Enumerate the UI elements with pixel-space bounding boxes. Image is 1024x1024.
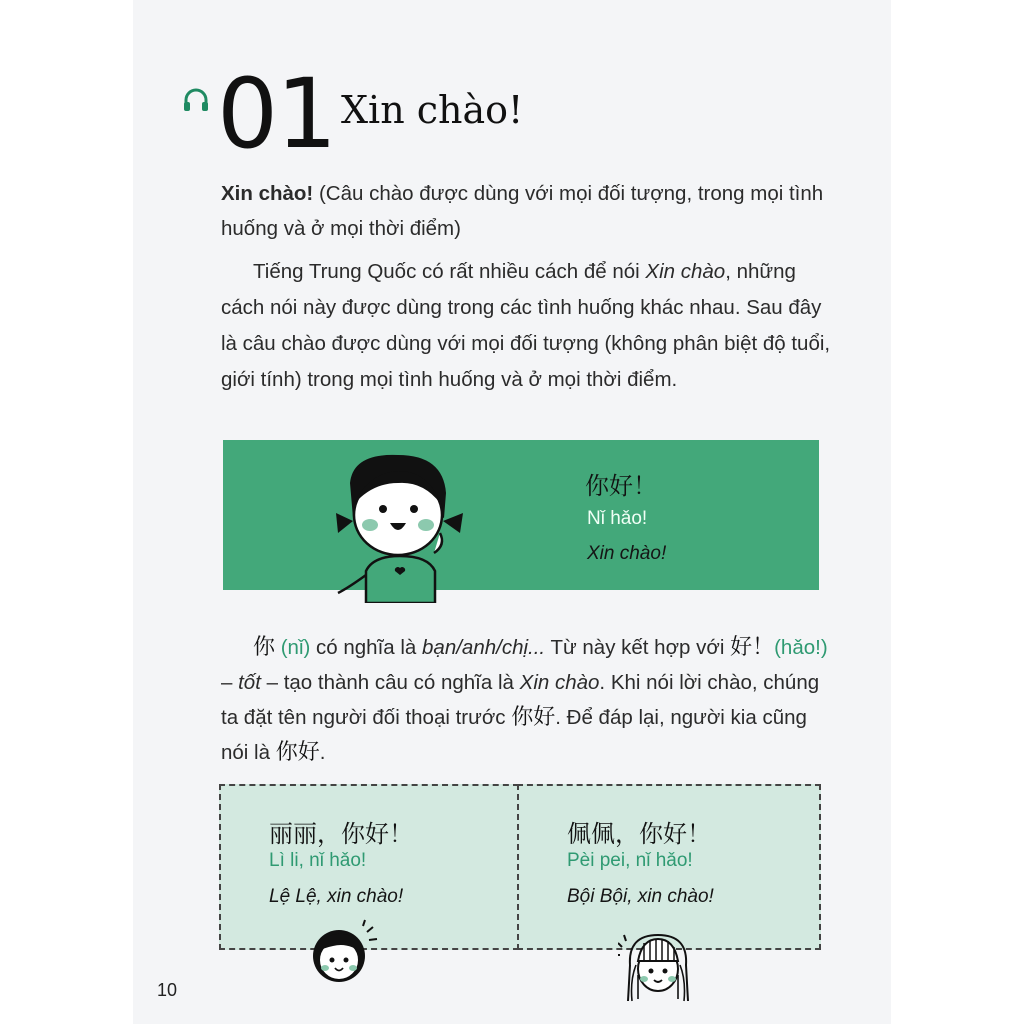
hanzi-ni: 你 xyxy=(253,635,276,660)
headphones-icon xyxy=(181,85,211,115)
explain-italic: Xin chào xyxy=(519,671,600,694)
greeting-banner xyxy=(223,440,819,590)
body-text-a: Tiếng Trung Quốc có rất nhiều cách để nói xyxy=(253,260,646,283)
intro-bold: Xin chào! xyxy=(221,182,314,205)
page-number: 10 xyxy=(157,980,178,1000)
explain-text: . Để đáp lại, người kia cũng nói là xyxy=(221,706,807,764)
explain-text: có nghĩa là xyxy=(310,636,423,659)
lesson-number: 01 xyxy=(217,58,336,170)
explain-text: – tạo thành câu có nghĩa là xyxy=(260,671,520,694)
intro-text: (Câu chào được dùng với mọi đối tượng, trong mọi tình huống và ở mọi thời điểm) xyxy=(221,182,824,240)
dialog-vietnamese: Bội Bội, xin chào! xyxy=(567,886,714,907)
explain-italic: bạn/anh/chị... xyxy=(422,636,546,659)
explanation-paragraph xyxy=(221,630,833,770)
body-paragraph xyxy=(221,254,831,398)
explain-text: Từ này kết hợp với xyxy=(545,636,731,659)
body-italic: Xin chào xyxy=(645,260,726,283)
body-text-b: , những cách nói này được dùng trong các tình huống khác nhau. Sau đây là câu chào được dùng với mọi đối tượng (không phân biệt độ tuổi, giới tính) trong mọi tình huống và ở mọi thời điểm. xyxy=(221,260,831,391)
book-page xyxy=(133,0,891,1024)
peipei-illustration xyxy=(618,925,698,1005)
hanzi-nihao: 你好 xyxy=(511,705,556,730)
dialog-pinyin: Pèi pei, nǐ hǎo! xyxy=(567,850,693,871)
dialog-hanzi: 佩佩，你好！ xyxy=(567,820,711,848)
explain-text: . xyxy=(319,741,326,764)
greeting-pinyin: Nǐ hǎo! xyxy=(587,508,648,529)
pinyin-hao: (hǎo!) xyxy=(774,636,828,659)
dialog-hanzi: 丽丽，你好！ xyxy=(269,820,413,848)
dialog-pinyin: Lì li, nǐ hǎo! xyxy=(269,850,367,871)
girl-illustration xyxy=(328,453,473,603)
explain-italic: tốt xyxy=(238,671,261,694)
dialog-vietnamese: Lệ Lệ, xin chào! xyxy=(269,886,404,907)
greeting-vietnamese: Xin chào! xyxy=(587,543,667,564)
explain-text: . Khi nói lời chào, chúng ta đặt tên người đối thoại trước xyxy=(221,671,820,729)
lili-illustration xyxy=(303,918,383,988)
hanzi-nihao: 你好 xyxy=(275,740,320,765)
hanzi-hao: 好！ xyxy=(730,635,775,660)
lesson-title: Xin chào! xyxy=(341,88,524,132)
pinyin-ni: (nǐ) xyxy=(280,636,311,659)
intro-paragraph xyxy=(221,176,831,246)
greeting-hanzi: 你好！ xyxy=(585,472,657,500)
explain-text: – xyxy=(221,671,239,694)
